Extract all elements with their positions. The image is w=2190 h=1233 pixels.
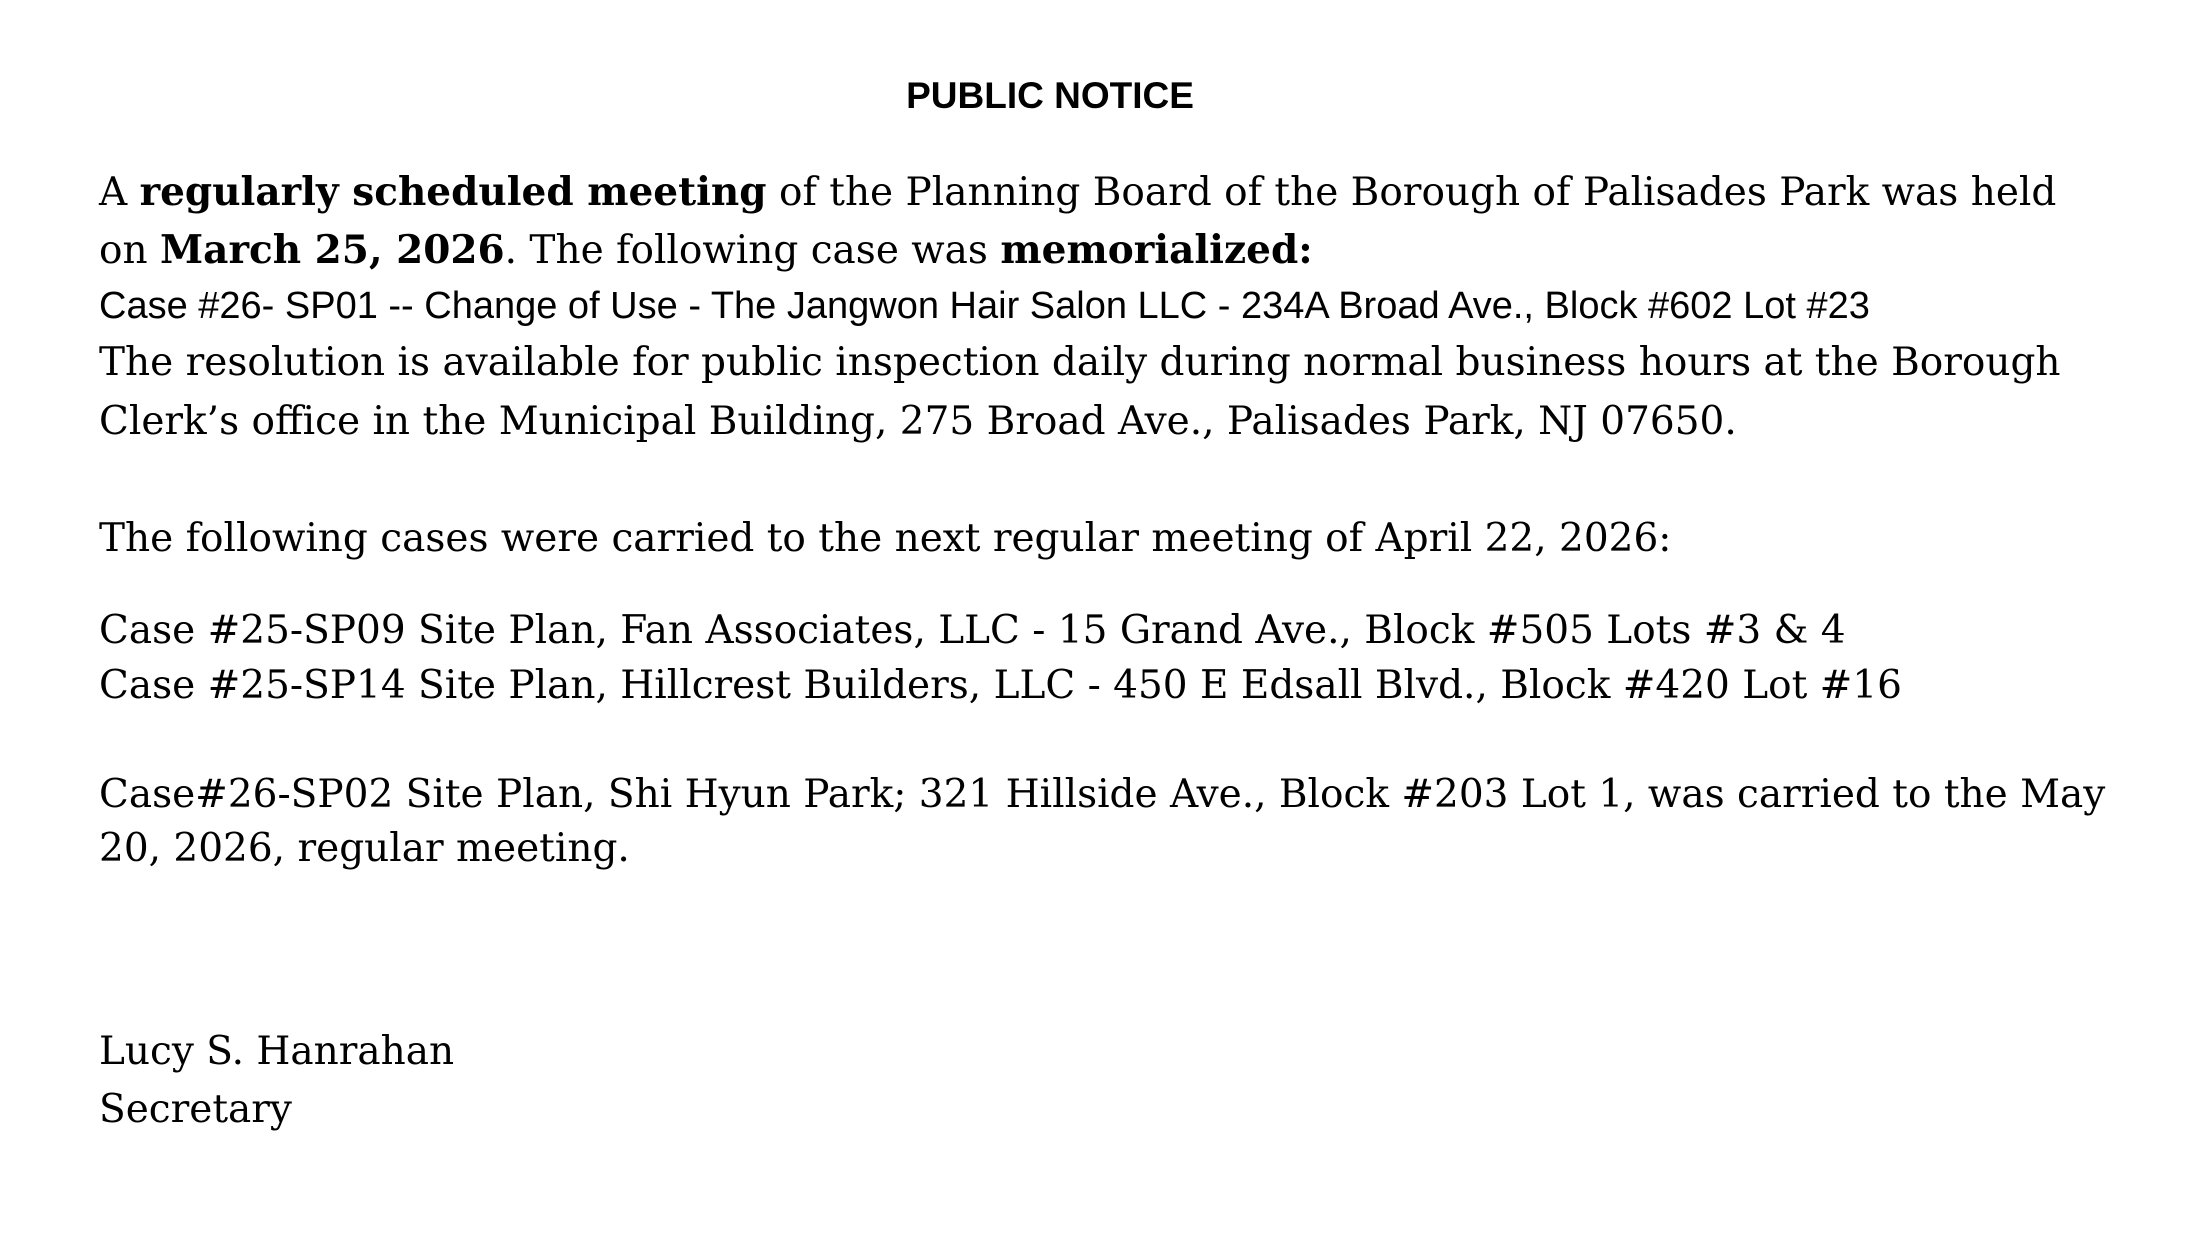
signatory-name: Lucy S. Hanrahan [99,1029,455,1074]
may-case-line-1: Case#26-SP02 Site Plan, Shi Hyun Park; 321 Hillside Ave., Block #203 Lot 1, was carried to the May [99,772,2106,817]
meeting-text: A [99,170,140,215]
meeting-text: on [99,228,160,273]
carried-case: Case #25-SP14 Site Plan, Hillcrest Builders, LLC - 450 E Edsall Blvd., Block #420 Lot #16 [99,663,1902,708]
meeting-paragraph-line-1 [99,163,2056,222]
meeting-text: of the Planning Board of the Borough of Palisades Park was held [766,170,2057,215]
signatory-role: Secretary [99,1087,292,1132]
may-case-line-2: 20, 2026, regular meeting. [99,826,630,871]
notice-title: PUBLIC NOTICE [906,75,1194,116]
resolution-line-2: Clerk’s office in the Municipal Building, 275 Broad Ave., Palisades Park, NJ 07650. [99,399,1737,444]
resolution-line-1: The resolution is available for public inspection daily during normal business hours at the Borough [99,340,2061,385]
meeting-paragraph-line-2 [99,221,1313,280]
meeting-type: regularly scheduled meeting [139,169,767,215]
meeting-text: . The following case was [504,228,1001,273]
memorialized-label: memorialized: [1000,227,1313,273]
memorialized-case: Case #26- SP01 -- Change of Use - The Jangwon Hair Salon LLC - 234A Broad Ave., Block #602 Lot #23 [99,285,1870,327]
carried-intro: The following cases were carried to the next regular meeting of April 22, 2026: [99,516,1672,561]
meeting-date: March 25, 2026 [160,227,505,273]
carried-case: Case #25-SP09 Site Plan, Fan Associates, LLC - 15 Grand Ave., Block #505 Lots #3 & 4 [99,608,1846,653]
